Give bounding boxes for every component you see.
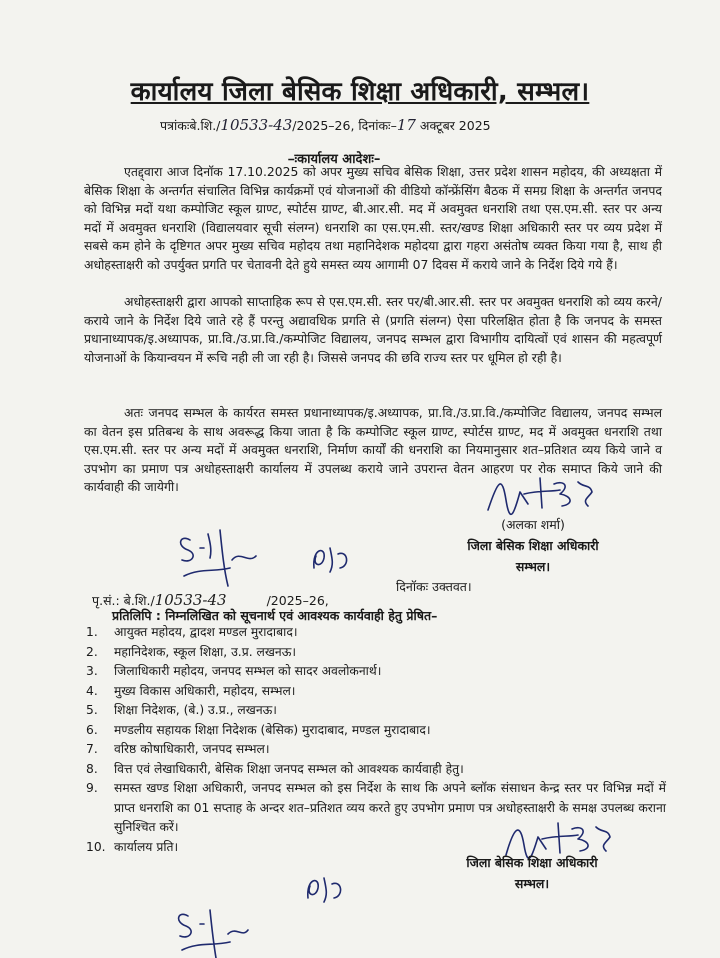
list-item: 3. जिलाधिकारी महोदय, जनपद सम्भल को सादर अवलोकनार्थ। [86,664,382,678]
paragraph-1: एतद्द्वारा आज दिनॉक 17.10.2025 को अपर मुख्य सचिव बेसिक शिक्षा, उत्तर प्रदेश शासन महोदय, की अध्यक्षता में बेसिक शिक्षा के अन्तर्गत संचालित विभिन्न कार्यक्रमों एवं योजनाओं की वीडियो कॉन्फ्रेंसिंग बैठक में समग्र शिक्षा के अन्तर्गत जनपद को विभिन्न मदों यथा कम्पोजिट स्कूल ग्राण्ट, स्पोर्टस ग्राण्ट, बी.आर.सी. मद में अवमुक्त धनराशि तथा एस.एम.सी. स्तर पर अन्य मदों में अवमुक्त धनराशि (विद्यालयवार सूची संलग्न) धनराशि का एस.एम.सी. स्तर/खण्ड शिक्षा अधिकारी स्तर पर व्यय प्रदेश में सबसे कम होने के दृष्टिगत अपर मुख्य सचिव महोदय तथा महानिदेशक महोदया द्वारा गहरा असंतोष व्यक्त किया गया है, साथ ही अधोहस्ताक्षरी को उपर्युक्त प्रगति पर चेतावनी देते हुये समस्त व्यय आगामी 07 दिवस में कराये जाने के निर्देश दिये गये हैं। [84,164,662,272]
list-item: 4. मुख्य विकास अधिकारी, महोदय, सम्भल। [86,683,296,698]
signatory-place-2: सम्भल। [514,876,550,891]
signatory-place: सम्भल। [515,559,551,574]
list-item: 2. महानिदेशक, स्कूल शिक्षा, उ.प्र. लखनऊ। [86,644,297,659]
signature-scribble-1 [480,470,600,520]
copy-ref-number-handwritten: 10533-43 [154,591,227,609]
ref-prefix: पत्रांकःबे.शि./ [160,118,221,133]
list-item: 5. शिक्षा निदेशक, (बे.) उ.प्र., लखनऊ। [86,703,277,717]
paragraph-3: अतः जनपद सम्भल के कार्यरत समस्त प्रधानाध्यापक/इ.अध्यापक, प्रा.वि./उ.प्रा.वि./कम्पोजिट विद्यालय, जनपद सम्भल का वेतन इस प्रतिबन्ध के साथ अवरूद्ध किया जाता है कि कम्पोजिट स्कूल ग्राण्ट, स्पोर्टस ग्राण्ट, मद में अवमुक्त धनराशि तथा एस.एम.सी. स्तर पर अन्य मदों में अवमुक्त धनराशि, निर्माण कार्यों की धनराशि का नियमानुसार शत–प्रतिशत व्यय किये जाने व उपभोग का प्रमाण पत्र अधोहस्ताक्षरी कार्यालय में उपलब्ध कराये जाने उपरान्त वेतन आहरण पर रोक समाप्त किये जाने की कार्यवाही की जायेगी। [84,405,662,494]
letter-reference [160,116,491,134]
copy-ref-prefix: पृ.सं.: बे.शि./ [92,593,155,608]
copy-heading: प्रतिलिपि : निम्नलिखित को सूचनार्थ एवं आवश्यक कार्यवाही हेतु प्रेषित– [112,608,438,623]
list-item: 9. समस्त खण्ड शिक्षा अधिकारी, जनपद सम्भल को इस निर्देश के साथ कि अपने ब्लॉक संसाधन केन्द्र स्तर पर विभिन्न मदों में प्राप्त धनराशि का 01 सप्ताह के अन्दर शत–प्रतिशत व्यय करते हुए उपभोग प्रमाण पत्र अधोहस्ताक्षरी के समक्ष उपलब्ध कराना सुनिश्चित करें। [86,781,666,834]
list-item: 1. आयुक्त महोदय, द्वादश मण्डल मुरादाबाद। [86,625,298,639]
order-heading: –ःकार्यालय आदेशः– [288,152,381,167]
initials-scribble-2 [306,538,356,578]
ref-date-handwritten: 17 [396,116,416,134]
list-item: 10. कार्यालय प्रति। [86,839,179,854]
signature-block-1 [448,514,618,577]
office-header: कार्यालय जिला बेसिक शिक्षा अधिकारी, सम्भल। [130,77,590,107]
signatory-name: (अलका शर्मा) [501,517,565,532]
ref-number-handwritten: 10533-43 [220,116,293,134]
initials-scribble-1 [170,520,270,590]
signatory-designation-2: जिला बेसिक शिक्षा अधिकारी [466,855,598,870]
ref-month-year: अक्टूबर 2025 [415,118,491,133]
list-item: 6. मण्डलीय सहायक शिक्षा निदेशक (बेसिक) मुरादाबाद, मण्डल मुरादाबाद। [86,722,431,737]
copy-date: दिनॉकः उक्तवत। [396,579,472,594]
copy-ref-year: /2025–26, [266,593,329,608]
paragraph-2: अधोहस्ताक्षरी द्वारा आपको साप्ताहिक रूप से एस.एम.सी. स्तर पर/बी.आर.सी. स्तर पर अवमुक्त धनराशि को व्यय करने/कराये जाने के निर्देश दिये जाते रहे हैं परन्तु अद्यावधिक प्रगति से (प्रगति संलग्न) ऐसा परिलक्षित होता है कि जनपद के समस्त प्रधानाध्यापक/इ.अध्यापक, प्रा.वि./उ.प्रा.वि./कम्पोजिट विद्यालय, जनपद सम्भल द्वारा विभागीय दायित्वों एवं शासन की महत्वपूर्ण योजनाओं के कियान्वयन में रूचि नही ली जा रही है। जिससे जनपद की छवि राज्य स्तर पर धूमिल हो रही है। [84,294,662,365]
list-item: 7. वरिष्ठ कोषाधिकारी, जनपद सम्भल। [86,742,270,756]
signatory-designation: जिला बेसिक शिक्षा अधिकारी [467,538,599,553]
ref-year: /2025–26, दिनांकः– [292,118,397,133]
signature-block-2 [452,852,612,894]
list-item: 8. वित्त एवं लेखाधिकारी, बेसिक शिक्षा जनपद सम्भल को आवश्यक कार्यवाही हेतु। [86,761,464,776]
initials-scribble-3 [300,868,350,908]
initials-scribble-4 [170,900,250,958]
